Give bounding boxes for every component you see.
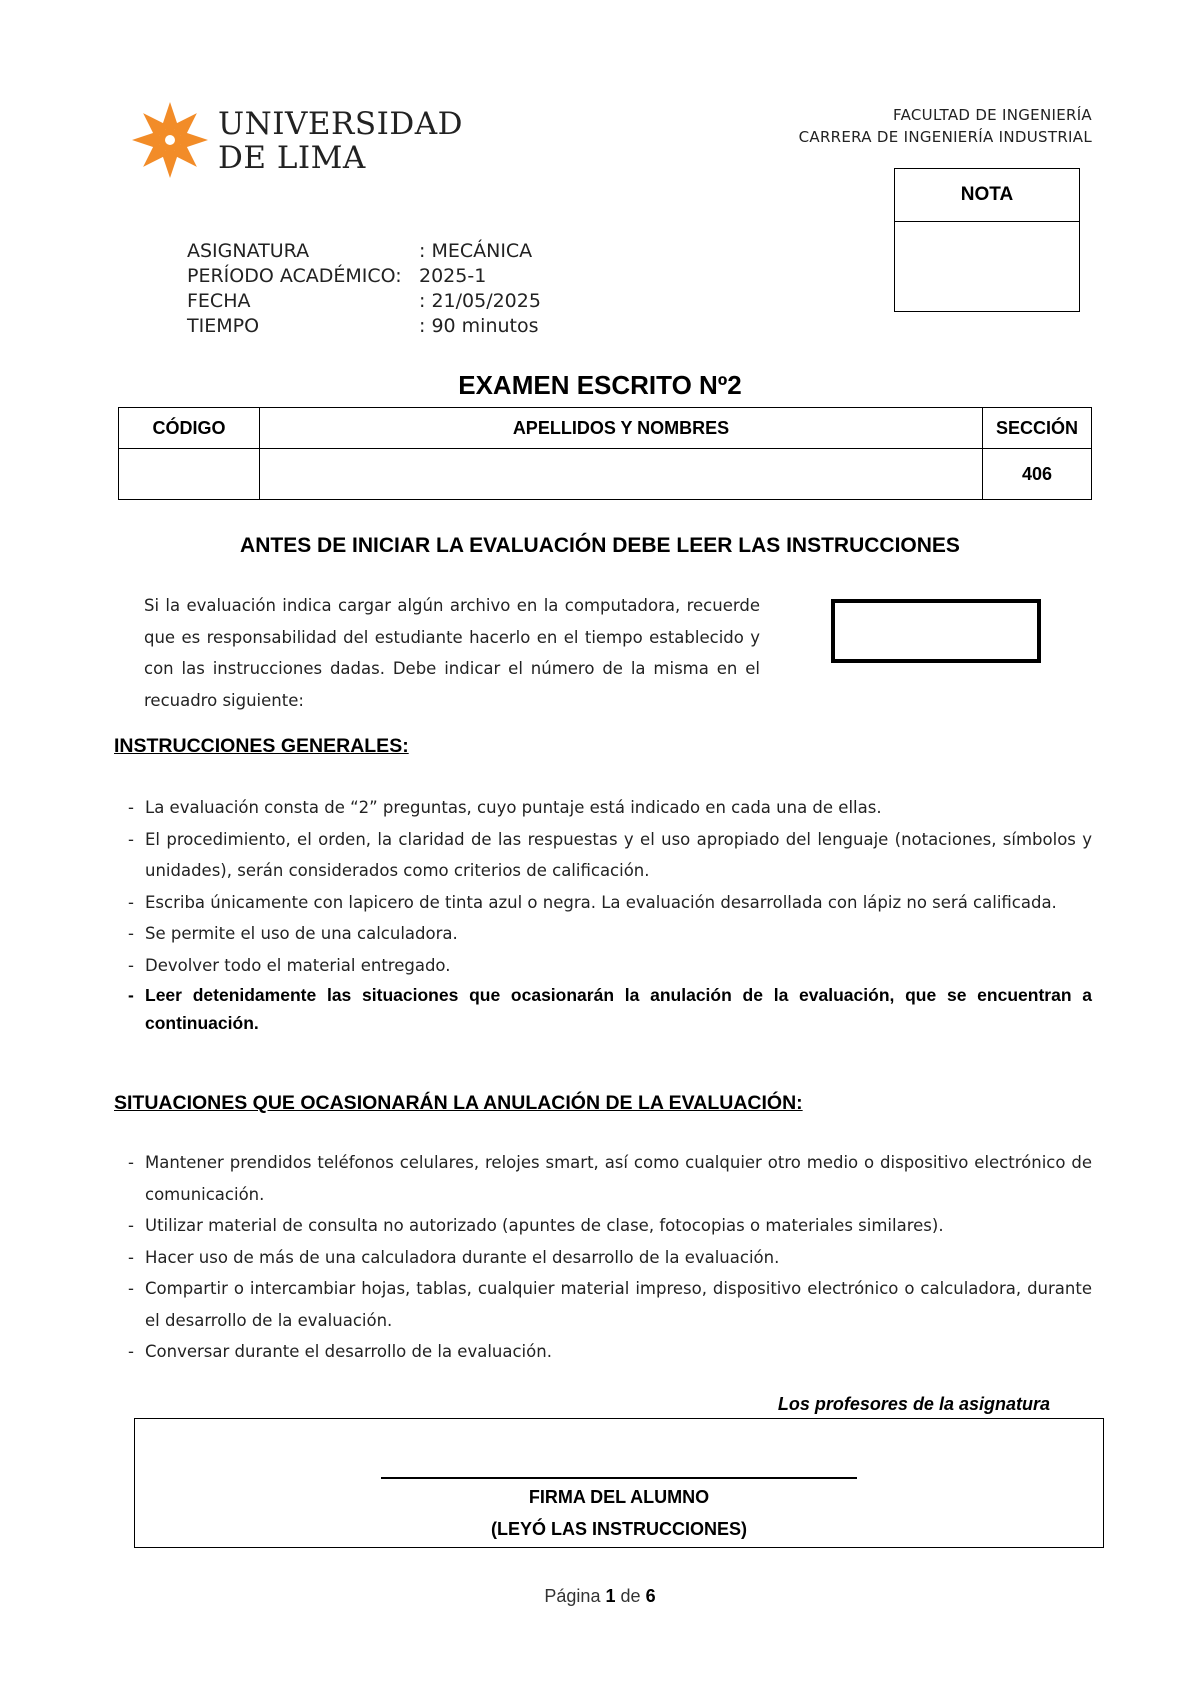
page-number: 1 <box>605 1586 616 1606</box>
list-item: - Mantener prendidos teléfonos celulares, relojes smart, así como cualquier otro medio o dispositivo electrónico de comunicación. <box>128 1147 1092 1210</box>
general-instructions-list <box>128 792 1092 1037</box>
file-number-box[interactable] <box>831 599 1041 663</box>
meta-row <box>187 239 541 264</box>
grade-box <box>894 168 1080 312</box>
exam-title: EXAMEN ESCRITO Nº2 <box>458 370 742 400</box>
before-start-heading: ANTES DE INICIAR LA EVALUACIÓN DEBE LEER LAS INSTRUCCIONES <box>240 534 960 557</box>
footer-prefix: Página <box>544 1586 601 1606</box>
header-names: APELLIDOS Y NOMBRES <box>260 408 983 449</box>
table-row <box>119 449 1092 500</box>
list-item: - Devolver todo el material entregado. <box>128 950 1092 982</box>
page-total: 6 <box>645 1586 656 1606</box>
student-info-table <box>118 407 1092 500</box>
course-metadata <box>187 239 541 339</box>
list-item: - Utilizar material de consulta no autorizado (apuntes de clase, fotocopias o materiales similares). <box>128 1210 1092 1242</box>
general-instructions-title: INSTRUCCIONES GENERALES: <box>114 735 409 757</box>
faculty-name: FACULTAD DE INGENIERÍA <box>893 106 1092 124</box>
meta-value: : 21/05/2025 <box>419 290 541 312</box>
header-section: SECCIÓN <box>983 408 1092 449</box>
meta-key: PERÍODO ACADÉMICO: <box>187 265 402 287</box>
cell-names[interactable] <box>260 449 983 500</box>
annulment-list <box>128 1147 1092 1368</box>
list-item: - Leer detenidamente las situaciones que ocasionarán la anulación de la evaluación, que se encuentran a continuación. <box>128 981 1092 1037</box>
list-item: - El procedimiento, el orden, la claridad de las respuestas y el uso apropiado del lenguaje (notaciones, símbolos y unidades), serán considerados como criterios de calificación. <box>128 824 1092 887</box>
meta-value: : MECÁNICA <box>419 240 533 262</box>
cell-code[interactable] <box>119 449 260 500</box>
list-item: - La evaluación consta de “2” preguntas, cuyo puntaje está indicado en cada una de ellas. <box>128 792 1092 824</box>
meta-key: FECHA <box>187 290 251 312</box>
meta-key: ASIGNATURA <box>187 240 310 262</box>
meta-key: TIEMPO <box>187 315 260 337</box>
student-signature-box <box>134 1418 1104 1548</box>
career-name: CARRERA DE INGENIERÍA INDUSTRIAL <box>798 128 1092 146</box>
cell-section: 406 <box>983 449 1092 500</box>
signature-note: (LEYÓ LAS INSTRUCCIONES) <box>490 1519 747 1539</box>
page-footer <box>0 1586 1200 1607</box>
meta-row <box>187 264 541 289</box>
header-code: CÓDIGO <box>119 408 260 449</box>
footer-of: de <box>620 1586 641 1606</box>
list-item: - Escriba únicamente con lapicero de tinta azul o negra. La evaluación desarrollada con lápiz no será calificada. <box>128 887 1092 919</box>
list-item: - Conversar durante el desarrollo de la evaluación. <box>128 1336 1092 1368</box>
logo-text-line2: DE LIMA <box>218 140 366 176</box>
signature-line[interactable] <box>381 1477 857 1479</box>
university-logo <box>130 100 470 186</box>
list-item: - Hacer uso de más de una calculadora durante el desarrollo de la evaluación. <box>128 1242 1092 1274</box>
grade-label: NOTA <box>895 169 1079 222</box>
meta-value: 2025-1 <box>419 265 487 287</box>
star-flower-logo-icon <box>130 100 210 180</box>
list-item: - Se permite el uso de una calculadora. <box>128 918 1092 950</box>
professors-signature: Los profesores de la asignatura <box>777 1394 1050 1414</box>
signature-label: FIRMA DEL ALUMNO <box>528 1487 710 1507</box>
list-item: - Compartir o intercambiar hojas, tablas, cualquier material impreso, dispositivo electrónico o calculadora, durante el desarrollo de la evaluación. <box>128 1273 1092 1336</box>
faculty-header <box>799 104 1092 148</box>
upload-instructions: Si la evaluación indica cargar algún archivo en la computadora, recuerde que es responsabilidad del estudiante hacerlo en el tiempo establecido y con las instrucciones dadas. Debe indicar el número de la misma en el recuadro siguiente: <box>144 596 760 710</box>
logo-text-line1: UNIVERSIDAD <box>218 106 463 142</box>
meta-row <box>187 314 541 339</box>
grade-field <box>895 222 1079 312</box>
meta-value: : 90 minutos <box>419 315 539 337</box>
table-header-row <box>119 408 1092 449</box>
annulment-title: SITUACIONES QUE OCASIONARÁN LA ANULACIÓN DE LA EVALUACIÓN: <box>114 1092 803 1114</box>
meta-row <box>187 289 541 314</box>
